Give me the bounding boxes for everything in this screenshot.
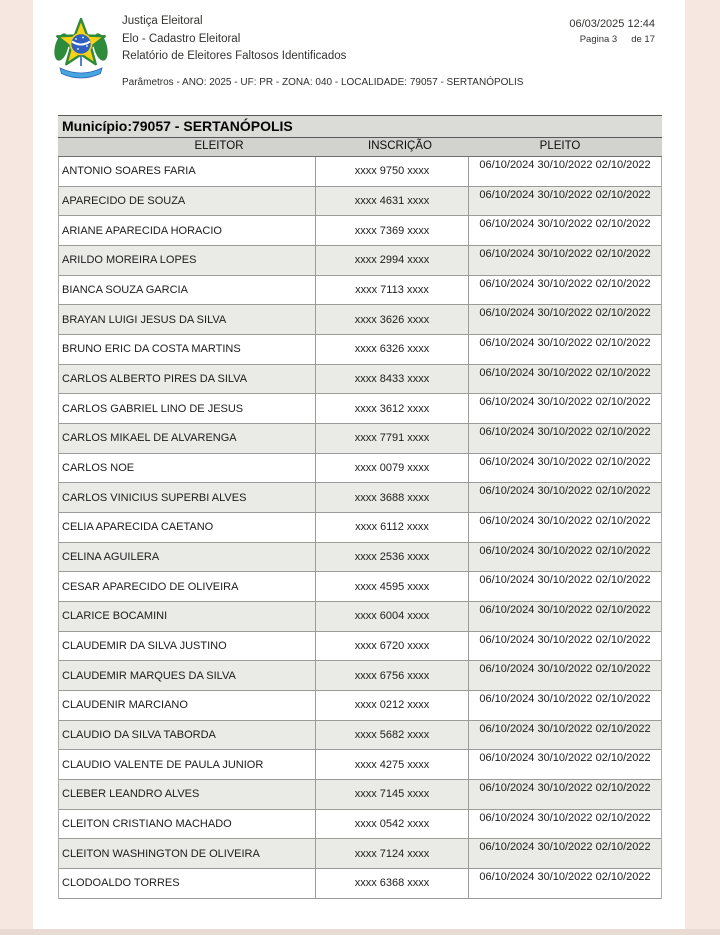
inscription-cell: xxxx 6756 xxxx [316,661,469,690]
inscription-cell: xxxx 2994 xxxx [316,246,469,275]
voter-name-cell: BRUNO ERIC DA COSTA MARTINS [59,335,316,364]
voter-name-cell: CLARICE BOCAMINI [59,602,316,631]
page-number: Pagina 3 [579,34,618,45]
table-row [59,216,661,246]
table-row [59,691,661,721]
inscription-cell: xxxx 7124 xxxx [316,839,469,868]
report-title: Relatório de Eleitores Faltosos Identificados [122,50,347,62]
voter-name-cell: CESAR APARECIDO DE OLIVEIRA [59,572,316,601]
election-dates-cell: 06/10/2024 30/10/2022 02/10/2022 [479,633,651,646]
inscription-cell: xxxx 6326 xxxx [316,335,469,364]
voter-name-cell: CARLOS MIKAEL DE ALVARENGA [59,424,316,453]
election-dates-cell: 06/10/2024 30/10/2022 02/10/2022 [479,693,651,706]
election-dates-cell: 06/10/2024 30/10/2022 02/10/2022 [479,574,651,587]
voter-name-cell: BIANCA SOUZA GARCIA [59,276,316,305]
inscription-cell: xxxx 9750 xxxx [316,157,469,186]
voter-name-cell: CARLOS NOE [59,454,316,483]
table-row [59,394,661,424]
election-dates-cell: 06/10/2024 30/10/2022 02/10/2022 [479,188,651,201]
table-row [59,305,661,335]
inscription-cell: xxxx 4275 xxxx [316,750,469,779]
table-row [59,869,661,899]
election-dates-cell: 06/10/2024 30/10/2022 02/10/2022 [479,455,651,468]
table-row [59,483,661,513]
election-dates-cell: 06/10/2024 30/10/2022 02/10/2022 [479,337,651,350]
election-dates-cell: 06/10/2024 30/10/2022 02/10/2022 [479,307,651,320]
voter-name-cell: CARLOS GABRIEL LINO DE JESUS [59,394,316,423]
election-dates-cell: 06/10/2024 30/10/2022 02/10/2022 [479,752,651,765]
voter-name-cell: CLODOALDO TORRES [59,869,316,898]
table-row [59,157,661,187]
inscription-cell: xxxx 7113 xxxx [316,276,469,305]
table-row [59,750,661,780]
page-bottom-edge [0,929,720,935]
table-row [59,721,661,751]
inscription-cell: xxxx 4595 xxxx [316,572,469,601]
voter-name-cell: CLAUDIO DA SILVA TABORDA [59,721,316,750]
voter-name-cell: CLAUDEMIR DA SILVA JUSTINO [59,632,316,661]
election-dates-cell: 06/10/2024 30/10/2022 02/10/2022 [479,218,651,231]
election-dates-cell: 06/10/2024 30/10/2022 02/10/2022 [479,871,651,884]
table-row [59,810,661,840]
election-dates-cell: 06/10/2024 30/10/2022 02/10/2022 [479,515,651,528]
inscription-cell: xxxx 5682 xxxx [316,721,469,750]
election-dates-cell: 06/10/2024 30/10/2022 02/10/2022 [479,663,651,676]
voter-name-cell: CLEBER LEANDRO ALVES [59,780,316,809]
inscription-cell: xxxx 7145 xxxx [316,780,469,809]
election-dates-cell: 06/10/2024 30/10/2022 02/10/2022 [479,544,651,557]
table-row [59,276,661,306]
inscription-cell: xxxx 0542 xxxx [316,810,469,839]
table-row [59,632,661,662]
election-dates-cell: 06/10/2024 30/10/2022 02/10/2022 [479,811,651,824]
election-dates-cell: 06/10/2024 30/10/2022 02/10/2022 [479,426,651,439]
municipality-header: Município:79057 - SERTANÓPOLIS [58,115,662,138]
page-indicator [569,34,655,45]
voter-name-cell: CELINA AGUILERA [59,543,316,572]
inscription-cell: xxxx 0079 xxxx [316,454,469,483]
table-row [59,661,661,691]
table-column-headers [58,138,662,157]
election-dates-cell: 06/10/2024 30/10/2022 02/10/2022 [479,841,651,854]
election-dates-cell: 06/10/2024 30/10/2022 02/10/2022 [479,396,651,409]
column-header-eleitor: ELEITOR [194,140,244,152]
election-dates-cell: 06/10/2024 30/10/2022 02/10/2022 [479,722,651,735]
column-header-inscricao: INSCRIÇÃO [368,140,432,152]
election-dates-cell: 06/10/2024 30/10/2022 02/10/2022 [479,366,651,379]
inscription-cell: xxxx 4631 xxxx [316,187,469,216]
table-row [59,454,661,484]
voter-name-cell: CLAUDIO VALENTE DE PAULA JUNIOR [59,750,316,779]
election-dates-cell: 06/10/2024 30/10/2022 02/10/2022 [479,485,651,498]
voters-table [58,115,662,899]
election-dates-cell: 06/10/2024 30/10/2022 02/10/2022 [479,248,651,261]
table-row [59,602,661,632]
brasil-coat-of-arms-icon [54,12,108,86]
election-dates-cell: 06/10/2024 30/10/2022 02/10/2022 [479,277,651,290]
table-row [59,424,661,454]
election-dates-cell: 06/10/2024 30/10/2022 02/10/2022 [479,159,651,171]
inscription-cell: xxxx 7369 xxxx [316,216,469,245]
voter-name-cell: BRAYAN LUIGI JESUS DA SILVA [59,305,316,334]
voter-name-cell: CARLOS ALBERTO PIRES DA SILVA [59,365,316,394]
voter-name-cell: ANTONIO SOARES FARIA [59,157,316,186]
table-row [59,780,661,810]
inscription-cell: xxxx 0212 xxxx [316,691,469,720]
inscription-cell: xxxx 6368 xxxx [316,869,469,898]
inscription-cell: xxxx 7791 xxxx [316,424,469,453]
table-row [59,572,661,602]
election-dates-cell: 06/10/2024 30/10/2022 02/10/2022 [479,782,651,795]
table-row [59,246,661,276]
voter-name-cell: CLAUDEMIR MARQUES DA SILVA [59,661,316,690]
report-header-titles [122,13,346,66]
voter-name-cell: ARILDO MOREIRA LOPES [59,246,316,275]
inscription-cell: xxxx 6112 xxxx [316,513,469,542]
table-row [59,187,661,217]
inscription-cell: xxxx 8433 xxxx [316,365,469,394]
voter-name-cell: CLAUDENIR MARCIANO [59,691,316,720]
voter-name-cell: ARIANE APARECIDA HORACIO [59,216,316,245]
org-title-line2: Elo - Cadastro Eleitoral [122,32,241,45]
inscription-cell: xxxx 2536 xxxx [316,543,469,572]
inscription-cell: xxxx 3626 xxxx [316,305,469,334]
table-row [59,543,661,573]
table-row [59,513,661,543]
table-row [59,335,661,365]
voter-name-cell: APARECIDO DE SOUZA [59,187,316,216]
inscription-cell: xxxx 6004 xxxx [316,602,469,631]
voter-name-cell: CARLOS VINICIUS SUPERBI ALVES [59,483,316,512]
inscription-cell: xxxx 3612 xxxx [316,394,469,423]
election-dates-cell: 06/10/2024 30/10/2022 02/10/2022 [479,604,651,617]
report-parameters: Parâmetros - ANO: 2025 - UF: PR - ZONA: 040 - LOCALIDADE: 79057 - SERTANÓPOLIS [122,77,524,88]
column-header-pleito: PLEITO [539,140,581,152]
table-row [59,839,661,869]
report-page [33,0,685,929]
voter-name-cell: CLEITON WASHINGTON DE OLIVEIRA [59,839,316,868]
inscription-cell: xxxx 6720 xxxx [316,632,469,661]
voter-table-body [58,157,662,899]
page-total: de 17 [631,34,655,45]
org-title-line1: Justiça Eleitoral [122,15,203,27]
report-meta [569,18,655,45]
table-row [59,365,661,395]
voter-name-cell: CELIA APARECIDA CAETANO [59,513,316,542]
voter-name-cell: CLEITON CRISTIANO MACHADO [59,810,316,839]
report-datetime: 06/03/2025 12:44 [569,18,655,30]
inscription-cell: xxxx 3688 xxxx [316,483,469,512]
